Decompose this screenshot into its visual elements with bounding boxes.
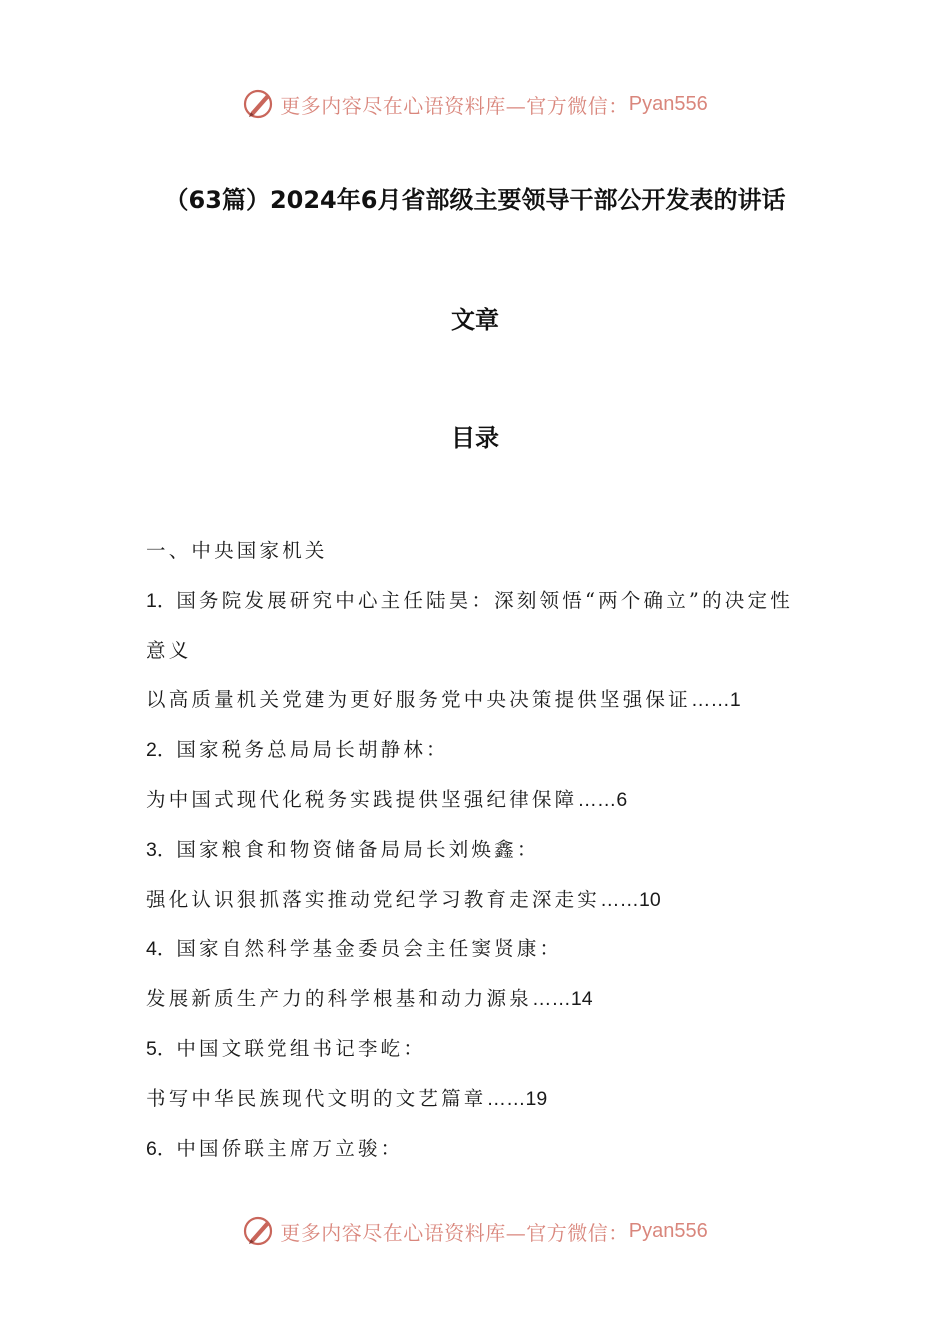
toc-entry-title[interactable] xyxy=(146,1082,826,1132)
toc-entry-page: 14 xyxy=(570,988,593,1011)
toc-entry-number: 1． xyxy=(146,589,177,612)
toc-entry-page: 10 xyxy=(639,888,661,911)
toc-entry-number: 5． xyxy=(146,1037,177,1060)
toc-entry-dots: …… xyxy=(577,788,617,811)
toc-entry-speaker[interactable] xyxy=(146,1032,826,1082)
toc-entry-speaker[interactable] xyxy=(146,584,826,634)
toc-entry-title-text: 为中国式现代化税务实践提供坚强纪律保障 xyxy=(146,787,578,811)
table-of-contents xyxy=(146,534,826,1181)
pen-logo-icon xyxy=(242,87,276,121)
toc-entry-speaker[interactable] xyxy=(146,833,826,883)
toc-entry-speaker-text: 国家税务总局局长胡静林： xyxy=(176,738,449,762)
toc-entry-dots: …… xyxy=(486,1087,526,1110)
toc-entry-speaker-cont: 意义 xyxy=(146,638,192,662)
toc-entry-speaker-text: 国家自然科学基金委员会主任窦贤康： xyxy=(176,937,563,961)
watermark-id: Pyan556 xyxy=(628,1219,708,1242)
toc-entry-page: 19 xyxy=(525,1087,548,1110)
pen-logo-icon xyxy=(242,1214,276,1248)
toc-entry-speaker-text: 国家粮食和物资储备局局长刘焕鑫： xyxy=(176,837,540,861)
toc-entry-speaker[interactable] xyxy=(146,733,826,783)
toc-entry-title[interactable] xyxy=(146,982,826,1032)
toc-entry-number: 3． xyxy=(146,838,177,861)
watermark-header xyxy=(0,84,950,124)
toc-section: 一、中央国家机关 xyxy=(146,539,328,562)
toc-heading: 目录 xyxy=(451,424,499,452)
toc-entry-speaker[interactable] xyxy=(146,1132,826,1182)
watermark-id: Pyan556 xyxy=(628,92,708,115)
document-title-cont: 文章 xyxy=(451,306,499,334)
toc-entry-number: 4． xyxy=(146,938,177,961)
toc-entry-speaker-text: 中国文联党组书记李屹： xyxy=(176,1036,427,1060)
toc-entry-title-text: 以高质量机关党建为更好服务党中央决策提供坚强保证 xyxy=(146,688,691,712)
watermark-footer xyxy=(0,1211,950,1251)
toc-entry-title-text: 发展新质生产力的科学根基和动力源泉 xyxy=(146,987,532,1011)
toc-entry-page: 6 xyxy=(616,788,628,811)
toc-entry-page: 1 xyxy=(729,689,741,712)
toc-entry-speaker-text: 中国侨联主席万立骏： xyxy=(176,1136,404,1160)
toc-entry-title[interactable] xyxy=(146,783,826,833)
watermark-text: 更多内容尽在心语资料库—官方微信： xyxy=(280,1220,629,1245)
toc-entry-title[interactable] xyxy=(146,883,826,933)
toc-entry-dots: …… xyxy=(690,689,730,712)
toc-entry-title-text: 书写中华民族现代文明的文艺篇章 xyxy=(146,1086,487,1110)
toc-entry-title[interactable] xyxy=(146,683,826,733)
toc-entry-number: 2． xyxy=(146,739,177,762)
toc-entry-dots: …… xyxy=(600,888,640,911)
document-title: （63篇）2024年6月省部级主要领导干部公开发表的讲话 xyxy=(164,186,786,214)
toc-entry-speaker-text: 国务院发展研究中心主任陆昊：深刻领悟“两个确立”的决定性 xyxy=(176,588,793,612)
toc-entry-title-text: 强化认识狠抓落实推动党纪学习教育走深走实 xyxy=(146,887,601,911)
toc-entry-number: 6． xyxy=(146,1137,177,1160)
toc-entry-speaker[interactable] xyxy=(146,932,826,982)
toc-entry-dots: …… xyxy=(531,988,571,1011)
watermark-text: 更多内容尽在心语资料库—官方微信： xyxy=(280,93,629,118)
